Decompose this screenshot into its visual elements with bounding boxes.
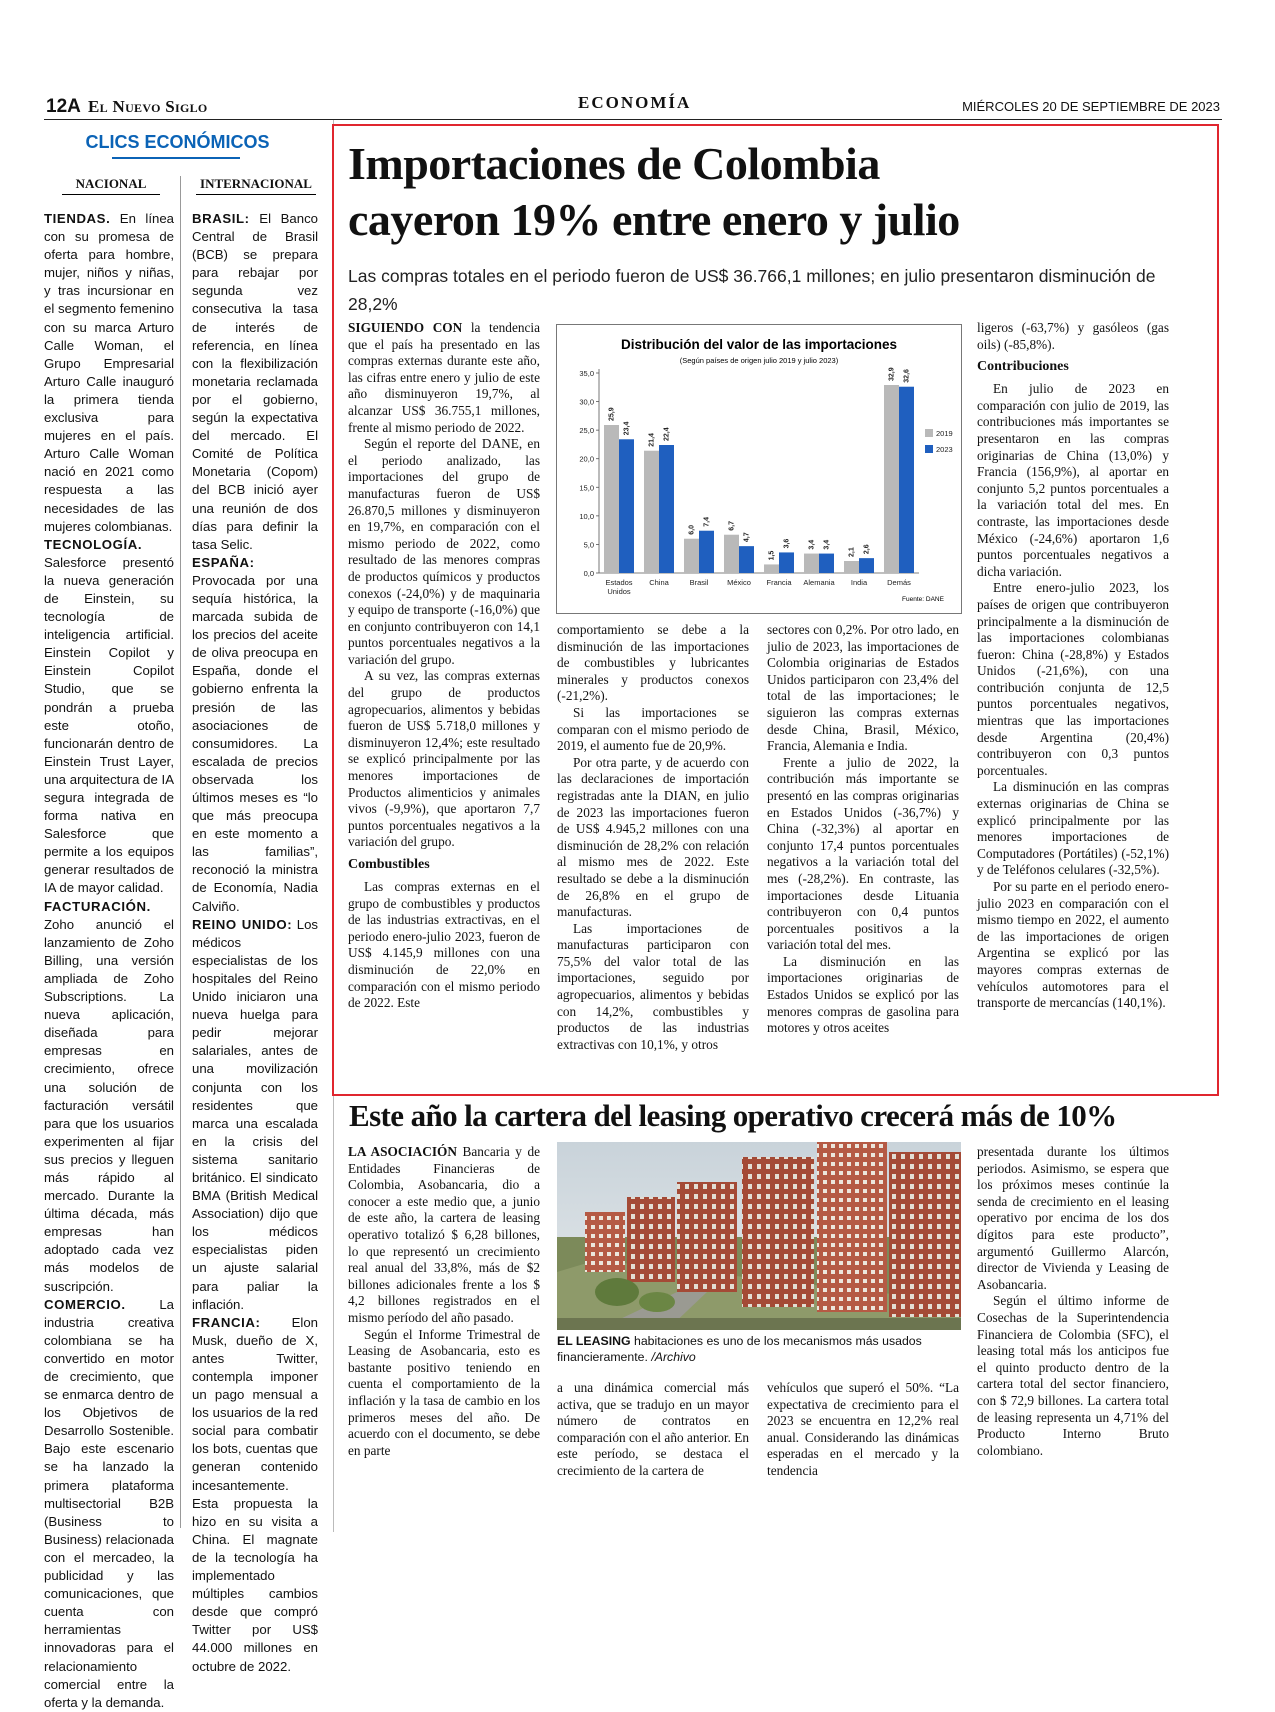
brief-text: Zoho anunció el lanzamiento de Zoho Billing, una versión ampliada de Zoho Subscriptions. La nueva aplicación, diseñada para empresas en crecimiento, ofrece una solución de facturación versátil para que los usuarios experimenten al fijar sus precios y lleguen más rápido al mercado. Durante la última década, más empresas han adoptado cada vez más modelos de suscripción. (44, 916, 174, 1294)
article-paragraph: ligeros (-63,7%) y gasóleos (gas oils) (-85,8%). (977, 320, 1169, 352)
caption-text: habitaciones es uno de los mecanismos más usados financieramente. (557, 1334, 922, 1364)
bar-2019 (684, 539, 699, 573)
bar-2019 (764, 564, 779, 573)
bar-2023 (739, 546, 754, 573)
brief-espana (192, 554, 318, 916)
bar-value-label: 3,4 (823, 539, 831, 550)
x-category-label: Estados Unidos (605, 578, 633, 596)
y-tick-label: 35,0 (579, 369, 594, 378)
sidebar-title-underline (112, 157, 240, 159)
photo-caption (557, 1333, 961, 1365)
article-paragraph: Frente a julio de 2022, la contribución más importante se presentó en las compras originarias en Estados Unidos (-36,7%) y China (-32,3%) al aportar en conjunto 17,4 puntos porcentuales negativos a la variación total del mes (-28,2%). En contraste, las importaciones desde Lituania contribuyeron con 0,4 puntos porcentuales positivos a la variación total del mes. (767, 754, 959, 953)
x-category-label: Alemania (803, 578, 835, 587)
imports-bar-chart (556, 324, 962, 614)
article-column-1 (348, 320, 540, 1012)
bar-2023 (699, 531, 714, 573)
brief-text: Salesforce presentó la nueva generación de Einstein, su tecnología de inteligencia artificial. Einstein Copilot y Einstein Copilot Studio, que se pondrán a prueba este otoño, funcionarán dentro de Einstein Trust Layer, una arquitectura de IA segura integrada de forma nativa en Salesforce que permite a los equipos generar resultados de IA de mayor calidad. (44, 554, 174, 896)
bar-value-label: 32,9 (888, 367, 896, 381)
y-tick-label: 30,0 (579, 397, 594, 407)
brief-text: Elon Musk, dueño de X, antes Twitter, contempla imponer un pago mensual a los usuarios de la red social para combatir los bots, cuentas que generan contenido incesantemente. Esta propuesta la hizo en su visita a China. El magnate de la tecnología ha implementado múltiples cambios desde que compró Twitter por US$ 44.000 millones en octubre de 2022. (192, 1314, 318, 1674)
brief-keyword: FACTURACIÓN. (44, 898, 151, 914)
article-paragraph: Si las importaciones se comparan con el mismo periodo de 2019, el aumento fue de 20,9%. (557, 704, 749, 754)
article-subtitle: Las compras totales en el periodo fueron de US$ 36.766,1 millones; en julio presentaron disminución de 28,2% (348, 266, 1156, 314)
bar-value-label: 32,6 (903, 369, 911, 383)
brief-keyword: TECNOLOGÍA. (44, 536, 143, 552)
bar-2023 (899, 387, 914, 573)
section-title: ECONOMÍA (578, 93, 692, 112)
y-tick-label: 20,0 (579, 454, 594, 464)
chart-subtitle: (Según países de origen julio 2019 y julio 2023) (679, 356, 839, 365)
article-paragraph: vehículos que superó el 50%. “La expectativa de crecimiento para el 2023 se encuentra en 12,2% real anual. Considerando las dinámicas esperadas en el mercado y la tendencia (767, 1380, 959, 1478)
brief-tiendas (44, 210, 174, 536)
headline-line-1: Importaciones de Colombia (348, 138, 880, 189)
caption-credit: /Archivo (647, 1350, 696, 1364)
brief-comercio (44, 1296, 174, 1712)
bar-2019 (644, 451, 659, 573)
article-paragraph: Según el Informe Trimestral de Leasing de Asobancaria, esto es bastante positivo teniendo en cuenta el comportamiento de la inflación y la tasa de cambio en los primeros meses del año. De acuerdo con el documento, se debe en parte (348, 1326, 540, 1458)
bar-2019 (604, 425, 619, 573)
bar-value-label: 22,4 (663, 427, 671, 441)
brief-text: El Banco Central de Brasil (BCB) se prepara para rebajar por segunda vez consecutiva la tasa de interés de referencia, en línea con la flexibilización monetaria reclamada por el gobierno, según la expectativa del mercado. El Comité de Política Monetaria (Copom) del BCB inició ayer una reunión de dos días para definir la tasa Selic. (192, 211, 318, 552)
article-paragraph: sectores con 0,2%. Por otro lado, en julio de 2023, las importaciones de Colombia originarias de Estados Unidos participaron con 23,4% del total de las importaciones; le siguieron las compras externas desde China, Brasil, México, Francia, Alemania e India. (767, 622, 959, 754)
bar-2019 (724, 535, 739, 573)
bar-value-label: 2,6 (863, 544, 871, 555)
legend-label: 2023 (936, 445, 953, 454)
brief-text: Los médicos especialistas de los hospitales del Reino Unido iniciaron una nueva huelga para pedir mejorar salariales, antes de una movilización conjunta con los residentes que marca una escalada en la crisis del sistema sanitario británico. El sindicato BMA (British Medical Association) dijo que los médicos especialistas piden un ajuste salarial para paliar la inflación. (192, 916, 318, 1312)
bar-value-label: 6,7 (728, 520, 736, 531)
bar-value-label: 1,5 (768, 550, 776, 561)
bar-2019 (844, 561, 859, 573)
caption-keyword: EL LEASING (557, 1334, 631, 1348)
x-category-label: México (727, 578, 751, 587)
brief-keyword: BRASIL: (192, 211, 250, 226)
paragraph-text: Bancaria y de Entidades Financieras de Colombia, Asobancaria, dio a conocer a este medio que, a junio de este año, la cartera de leasing operativo totalizó $ 6,28 billones, lo que representó un crecimiento real anual del 33,8%, más de $2 billones adicionales frente a los $ 4,2 billones registrados en el mismo período del año pasado. (348, 1144, 541, 1325)
bar-value-label: 25,9 (608, 407, 616, 421)
brief-brasil (192, 210, 318, 554)
brief-text: Provocada por una sequía histórica, la marcada subida de los precios del aceite de oliva preocupa en España, donde el gobierno enfrenta la presión de las asociaciones de consumidores. La escalada de precios observada los últimos meses es “lo que más preocupa en este momento a las familias”, reconoció la ministra de Economía, Nadia Calviño. (192, 572, 318, 914)
bar-value-label: 4,7 (743, 532, 751, 543)
article-paragraph: Las importaciones de manufacturas participaron con 75,5% del valor total de las importaciones, seguido por agropecuarios, alimentos y bebidas con 14,2%, combustibles y productos de las industrias extractivas con 10,1%, y otros (557, 920, 749, 1052)
chart-source: Fuente: DANE (902, 596, 944, 603)
y-tick-label: 25,0 (579, 426, 594, 436)
legend-swatch-2019 (925, 429, 933, 437)
article-paragraph: a una dinámica comercial más activa, que se tradujo en un mayor número de contratos en comparación con el año anterior. En este período, se destaca el crecimiento de la cartera de (557, 1380, 749, 1478)
article2-column-3 (767, 1380, 959, 1480)
sidebar-internacional-heading: INTERNACIONAL (196, 176, 316, 195)
article-column-2 (557, 622, 749, 1053)
brief-text: En línea con su promesa de oferta para hombre, mujer, niños y niñas, y tras incursionar en el segmento femenino con su marca Arturo Calle Woman, el Grupo Empresarial Arturo Calle inauguró la primera tienda exclusiva para mujeres en el país. Arturo Calle Woman nació en 2021 como respuesta a las necesidades de las mujeres colombianas. (44, 211, 174, 534)
brief-facturacion (44, 898, 174, 1296)
leasing-buildings-photo (557, 1142, 961, 1330)
article-paragraph: Las compras externas en el grupo de combustibles y productos de las industrias extractivas, en el periodo enero-julio 2023, fueron de US$ 4.145,9 millones con una disminución de 22,0% en comparación con el mismo periodo de 2022. Este (348, 879, 540, 1011)
article-paragraph: En julio de 2023 en comparación con julio de 2019, las contribuciones más importantes se presentaron en las compras originarias de China (13,0%) y Francia (156,9%), al aportar en conjunto 5,2 puntos porcentuales a la variación total del mes. En contraste, las importaciones desde México (-24,6%) aportaron 1,6 puntos porcentuales negativos a dicha variación. (977, 381, 1169, 579)
article-paragraph: comportamiento se debe a la disminución de las importaciones de combustibles y lubricantes minerales y productos conexos (-21,2%). (557, 622, 749, 704)
bar-2023 (819, 554, 834, 573)
y-tick-label: 0,0 (583, 569, 594, 578)
x-category-label: Francia (766, 578, 792, 587)
article-headline (348, 136, 1208, 248)
article2-headline: Este año la cartera del leasing operativo crecerá más de 10% (349, 1098, 1117, 1133)
brief-francia (192, 1314, 318, 1676)
bar-2023 (859, 558, 874, 573)
sidebar-nacional-heading: NACIONAL (62, 176, 160, 195)
y-tick-label: 10,0 (579, 511, 594, 521)
sidebar-nacional-column (44, 210, 174, 1712)
brief-keyword: TIENDAS. (44, 211, 111, 226)
brief-tecnologia (44, 536, 174, 898)
brief-reino-unido (192, 916, 318, 1314)
article-column-4 (977, 320, 1169, 1012)
article-paragraph: Entre enero-julio 2023, los países de origen que contribuyeron principalmente a la disminución de las importaciones colombianas fueron: China (-28,8%) y Estados Unidos (-21,6%), con una contribución conjunta de 12,5 puntos porcentuales negativos, mientras que las importaciones desde Argentina (20,4%) contribuyeron con 0,3 puntos porcentuales. (977, 580, 1169, 778)
y-tick-label: 5,0 (583, 540, 594, 550)
article-paragraph: La disminución en las importaciones originarias de Estados Unidos se explicó por las menores compras de gasolina para motores y otros aceites (767, 953, 959, 1036)
bar-value-label: 7,4 (703, 516, 711, 527)
sidebar-column-divider (180, 176, 181, 1528)
article-paragraph (348, 1144, 540, 1327)
x-category-label: China (649, 578, 669, 587)
chart-svg (557, 325, 961, 613)
article-column-3 (767, 622, 959, 1037)
bar-value-label: 2,1 (848, 547, 856, 557)
article2-column-4 (977, 1144, 1169, 1459)
bar-value-label: 6,0 (688, 524, 696, 535)
bar-value-label: 23,4 (623, 421, 631, 436)
bar-2019 (884, 385, 899, 573)
bar-value-label: 3,6 (783, 538, 791, 549)
photo-illustration (557, 1142, 961, 1330)
paragraph-text: la tendencia que el país ha presentado en las compras externas durante este año, las cifras entre enero y julio de este año disminuyeron 19,7%, al alcanzar US$ 36.755,1 millones, frente al mismo periodo de 2022. (348, 320, 541, 435)
article-paragraph: A su vez, las compras externas del grupo de productos agropecuarios, alimentos y bebidas fueron de US$ 5.718,0 millones y disminuyeron 12,4%; este resultado se explicó principalmente por las menores importaciones de Productos alimenticios y animales vivos (-9,9%), que aportaron 7,7 puntos porcentuales negativos a la variación del grupo. (348, 668, 540, 850)
article-paragraph: Por otra parte, y de acuerdo con las declaraciones de importación registradas ante la DIAN, en julio de 2023 las importaciones fueron de US$ 4.945,2 millones con una disminución de 28,2% con relación al mismo mes de 2022. Este resultado se debe a la disminución de 26,8% en el grupo de manufacturas. (557, 754, 749, 920)
article-paragraph: La disminución en las compras externas originarias de China se explicó principalmente por las menores importaciones de Computadores (Portátiles) (-52,1%) y de Teléfonos celulares (-32,5%). (977, 779, 1169, 878)
newspaper-name: El Nuevo Siglo (88, 97, 208, 116)
headline-line-2: cayeron 19% entre enero y julio (348, 194, 960, 245)
legend-swatch-2023 (925, 445, 933, 453)
lead-in: SIGUIENDO CON (348, 320, 463, 335)
brief-keyword: ESPAÑA: (192, 554, 255, 570)
brief-keyword: REINO UNIDO: (192, 916, 293, 932)
sidebar-title: CLICS ECONÓMICOS (85, 132, 270, 152)
page-number: 12A (46, 96, 81, 117)
y-tick-label: 15,0 (579, 483, 594, 493)
chart-title: Distribución del valor de las importaciones (620, 337, 898, 352)
bar-2023 (659, 445, 674, 573)
sidebar-internacional-column (192, 210, 318, 1676)
x-category-label: Demás (887, 578, 911, 587)
lead-in: LA ASOCIACIÓN (348, 1144, 457, 1159)
brief-keyword: COMERCIO. (44, 1296, 126, 1312)
article-paragraph: Según el reporte del DANE, en el periodo analizado, las importaciones del grupo de manufacturas fueron de US$ 26.870,5 millones y disminuyeron en 19,7%, en comparación con el mismo periodo de 2022, como resultado de las menores compras de productos químicos y productos conexos (-24,0%) y de maquinaria y equipo de transporte (-16,0%) que en conjunto contribuyeron con 14,1 puntos porcentuales negativos a la variación del grupo. (348, 436, 541, 667)
bar-2019 (804, 554, 819, 573)
bar-2023 (619, 439, 634, 573)
section-subhead: Combustibles (348, 857, 430, 872)
bar-value-label: 3,4 (808, 539, 816, 550)
article-paragraph (348, 320, 540, 436)
issue-date: MIÉRCOLES 20 DE SEPTIEMBRE DE 2023 (962, 99, 1220, 114)
article-paragraph: Por su parte en el periodo enero-julio 2023 en comparación con el mismo tiempo en 2022, el aumento de las importaciones de origen Argentina se explicó por las mayores compras externas de vehículos automotores para el transporte de mercancías (140,1%). (977, 879, 1169, 1011)
brief-text: La industria creativa colombiana se ha convertido en motor de crecimiento, que se enmarca dentro de los Objetivos de Desarrollo Sostenible. Bajo este escenario se ha lanzado la primera plataforma multisectorial B2B (Business to Business) relacionada con el mercadeo, la publicidad y las comunicaciones, que cuenta con herramientas innovadoras para el relacionamiento comercial entre la oferta y la demanda. (44, 1296, 174, 1710)
article2-column-2 (557, 1380, 749, 1480)
header-rule (44, 119, 1222, 120)
article2-column-1 (348, 1144, 540, 1459)
bar-value-label: 21,4 (648, 433, 656, 447)
bar-2023 (779, 552, 794, 573)
x-category-label: India (850, 578, 868, 587)
legend-label: 2019 (936, 429, 953, 438)
article-paragraph: presentada durante los últimos periodos. Asimismo, se espera que los próximos meses continúe la senda de crecimiento en el leasing operativo por encima de los dos dígitos para este producto”, argumentó Guillermo Alarcón, director de Vivienda y Leasing de Asobancaria. (977, 1144, 1169, 1292)
article-paragraph: Según el último informe de Cosechas de la Superintendencia Financiera de Colombia (SFC), el leasing total más los anticipos fue el quinto producto dentro de la cartera total del sector financiero, con $ 72,9 billones. La cartera total de leasing representa un 4,71% del Producto Interno Bruto colombiano. (977, 1293, 1169, 1458)
x-category-label: Brasil (689, 578, 709, 587)
section-subhead: Contribuciones (977, 359, 1069, 375)
brief-keyword: FRANCIA: (192, 1314, 261, 1330)
